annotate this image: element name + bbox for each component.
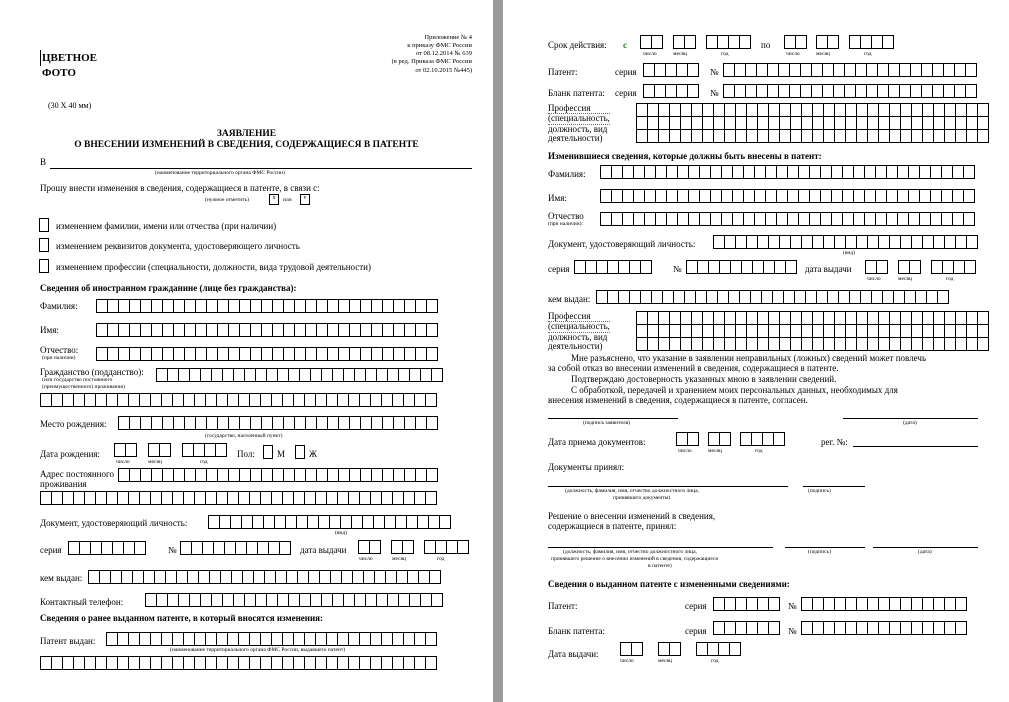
sex-female-label: Ж (309, 449, 318, 459)
phone-label: Контактный телефон: (40, 597, 124, 607)
authority-line[interactable] (50, 168, 472, 169)
new-issued-by-cells[interactable] (596, 290, 948, 304)
receipt-month-cells[interactable] (708, 432, 730, 446)
birth-day-caption: число (116, 459, 130, 465)
issued-patent-label: Патент: (548, 601, 578, 611)
photo-label-line2: ФОТО (42, 67, 76, 79)
form-page-2 (503, 0, 1009, 702)
blank-label: Бланк патента: (548, 88, 605, 98)
profession-line4: деятельности) (548, 133, 603, 144)
to-month-caption: месяц (816, 51, 830, 57)
blank-series-cells[interactable] (643, 84, 698, 98)
new-id-doc-kind: (вид) (843, 250, 856, 256)
sex-label: Пол: (237, 449, 255, 459)
mark-x-box: x (269, 194, 279, 205)
new-issue-day-cells[interactable] (865, 260, 887, 274)
consent-line2: внесения изменений в сведения, содержащиеся в патенте, согласен. (548, 395, 808, 405)
notice-line1: Мне разъяснено, что указание в заявлении неправильных (ложных) сведений может повлечь (571, 353, 927, 363)
accepted-official-caption-1: (должность, фамилия, имя, отчество должностного лица, (565, 488, 699, 494)
birth-year-cells[interactable] (182, 443, 226, 457)
id-doc-cells[interactable] (208, 515, 450, 529)
birthdate-label: Дата рождения: (40, 449, 101, 459)
receipt-year-cells[interactable] (740, 432, 784, 446)
birth-day-cells[interactable] (114, 443, 136, 457)
changed-section-title: Изменившиеся сведения, которые должны быть внесены в патент: (548, 151, 822, 161)
issued-blank-number-label: № (788, 626, 797, 636)
patronymic-note: (при наличии) (42, 355, 76, 361)
receipt-day-cells[interactable] (676, 432, 698, 446)
new-profession-line4: деятельности) (548, 341, 603, 352)
appendix-header (340, 34, 472, 75)
option-1-checkbox[interactable] (39, 218, 49, 232)
patent-label: Патент: (548, 67, 578, 77)
to-label: В (40, 157, 47, 167)
citizenship-note-2: (преимущественного) проживания) (42, 384, 125, 390)
issued-year-cells[interactable] (696, 642, 740, 656)
reg-number-line[interactable] (853, 446, 978, 447)
name-cells[interactable] (96, 323, 437, 337)
mark-or: или (283, 197, 292, 203)
issued-date-label: Дата выдачи: (548, 649, 599, 659)
new-profession-line2: (специальность, (548, 321, 610, 332)
decision-label-2: содержащиеся в патенте, принял: (548, 521, 677, 531)
option-2-checkbox[interactable] (39, 238, 49, 252)
receipt-month-caption: месяц (708, 448, 722, 454)
applicant-signature-caption: (подпись заявителя) (583, 420, 631, 426)
birthplace-label: Место рождения: (40, 419, 107, 429)
surname-label: Фамилия: (40, 301, 78, 311)
new-issue-month-caption: месяц (898, 276, 912, 282)
issued-patent-series-label: серия (685, 601, 707, 611)
applicant-date-caption: (дата) (903, 420, 917, 426)
header-line5: от 02.10.2015 №445) (415, 66, 472, 74)
series-label: серия (40, 545, 62, 555)
blank-number-cells[interactable] (723, 84, 976, 98)
profession-cells-row1[interactable] (636, 103, 988, 117)
consent-line1: С обработкой, передачей и хранением моих персональных данных, необходимых для (571, 385, 898, 395)
new-surname-cells[interactable] (600, 165, 974, 179)
new-profession-cells-row3[interactable] (636, 337, 988, 351)
applicant-signature-line[interactable] (548, 418, 678, 419)
accepted-signature-caption: (подпись) (808, 488, 831, 494)
mark-v-box: v (300, 194, 310, 205)
number-cells[interactable] (180, 541, 290, 555)
validity-from: с (623, 40, 627, 50)
address-cells-row2[interactable] (40, 491, 436, 505)
decision-caption-2: принявшего решение о внесении изменений в сведения, содержащиеся (551, 556, 718, 562)
phone-cells[interactable] (145, 593, 442, 607)
new-name-cells[interactable] (600, 189, 974, 203)
patent-number-cells[interactable] (723, 63, 976, 77)
series-cells[interactable] (68, 541, 145, 555)
option-1-label: изменением фамилии, имени или отчества (при наличии) (56, 221, 277, 231)
from-month-cells[interactable] (673, 35, 695, 49)
decision-signature-line[interactable] (785, 547, 865, 548)
issue-year-caption: год (437, 556, 445, 562)
profession-line2: (специальность, (548, 113, 610, 124)
citizenship-note-1: (или государство постоянного (42, 377, 113, 383)
birth-month-cells[interactable] (148, 443, 170, 457)
issued-by-cells[interactable] (88, 570, 440, 584)
id-doc-kind: (вид) (335, 530, 348, 536)
new-issue-month-cells[interactable] (898, 260, 920, 274)
surname-cells[interactable] (96, 299, 437, 313)
new-number-cells[interactable] (686, 260, 796, 274)
validity-to: по (761, 40, 771, 50)
header-line1: Приложение № 4 (424, 34, 472, 41)
from-year-cells[interactable] (706, 35, 750, 49)
to-year-caption: год (864, 51, 872, 57)
prev-patent-title: Сведения о ранее выданном патенте, в который вносятся изменения: (40, 613, 324, 623)
patronymic-label: Отчество: (40, 345, 79, 355)
new-issued-by-label: кем выдан: (548, 294, 591, 304)
name-label: Имя: (40, 325, 59, 335)
from-day-cells[interactable] (640, 35, 662, 49)
patent-number-label: № (710, 67, 719, 77)
new-profession-label (548, 312, 610, 352)
sex-male-label: М (277, 449, 286, 459)
form-page-1 (0, 0, 493, 702)
to-day-caption: число (786, 51, 800, 57)
authority-caption: (наименование территориального органа ФМС России) (155, 170, 285, 176)
new-issue-date-label: дата выдачи (805, 264, 852, 274)
issued-patent-number-label: № (788, 601, 797, 611)
new-series-cells[interactable] (574, 260, 651, 274)
new-profession-cells-row1[interactable] (636, 311, 988, 325)
issue-month-caption: месяц (392, 556, 406, 562)
birthplace-caption: (государство, населенный пункт) (205, 433, 283, 439)
issued-day-cells[interactable] (620, 642, 642, 656)
citizenship-label: Гражданство (подданство): (40, 367, 144, 377)
profession-cells-row2[interactable] (636, 116, 988, 130)
profession-label (548, 104, 610, 144)
to-year-cells[interactable] (849, 35, 893, 49)
new-number-label: № (673, 264, 682, 274)
issued-blank-series-cells[interactable] (713, 621, 779, 635)
accepted-official-line[interactable] (548, 486, 788, 487)
issued-patent-number-cells[interactable] (801, 597, 966, 611)
sex-male-checkbox[interactable] (263, 445, 273, 459)
patent-issued-cells[interactable] (106, 632, 436, 646)
blank-series-label: серия (615, 88, 637, 98)
sex-female-checkbox[interactable] (295, 445, 305, 459)
new-issue-year-caption: год (946, 276, 954, 282)
from-month-caption: месяц (673, 51, 687, 57)
issued-month-caption: месяц (658, 658, 672, 664)
citizenship-cells[interactable] (156, 368, 442, 382)
new-profession-cells-row2[interactable] (636, 324, 988, 338)
header-line4: (в ред. Приказа ФМС России (391, 58, 472, 66)
profession-cells-row3[interactable] (636, 129, 988, 143)
new-series-label: серия (548, 264, 570, 274)
issue-date-label: дата выдачи (300, 545, 347, 555)
profession-line1: Профессия (548, 104, 610, 114)
patent-issued-caption: (наименование территориального органа ФМС России, выдавшего патент) (170, 647, 346, 653)
decision-label-1: Решение о внесении изменений в сведения, (548, 511, 716, 521)
new-patronymic-label: Отчество (548, 211, 584, 221)
option-3-label: изменением профессии (специальности, должности, вида трудовой деятельности) (56, 262, 371, 272)
to-month-cells[interactable] (816, 35, 838, 49)
to-day-cells[interactable] (784, 35, 806, 49)
patent-issued-cells-row2[interactable] (40, 656, 436, 670)
new-patronymic-note: (при наличии): (548, 221, 583, 227)
patent-series-cells[interactable] (643, 63, 698, 77)
patent-issued-label: Патент выдан: (40, 636, 96, 646)
option-2-label: изменением реквизитов документа, удостоверяющего личность (56, 241, 300, 251)
new-id-doc-label: Документ, удостоверяющий личность: (548, 239, 696, 249)
request-text: Прошу внести изменения в сведения, содержащиеся в патенте, в связи с: (40, 183, 320, 193)
photo-placeholder (40, 50, 115, 122)
receipt-date-label: Дата приема документов: (548, 437, 646, 447)
issue-month-cells[interactable] (391, 540, 413, 554)
issued-section-title: Сведения о выданном патенте с измененными сведениями: (548, 579, 790, 589)
patronymic-cells[interactable] (96, 347, 437, 361)
foreigner-section-title: Сведения об иностранном гражданине (лице без гражданства): (40, 283, 297, 293)
issued-blank-series-label: серия (685, 626, 707, 636)
decision-date-caption: (дата) (918, 549, 932, 555)
issue-year-cells[interactable] (424, 540, 468, 554)
birth-year-caption: год (200, 459, 208, 465)
issued-day-caption: число (620, 658, 634, 664)
accepted-label: Документы принял: (548, 462, 625, 472)
receipt-day-caption: число (678, 448, 692, 454)
blank-number-label: № (710, 88, 719, 98)
issue-day-caption: число (359, 556, 373, 562)
new-issue-year-cells[interactable] (931, 260, 975, 274)
new-profession-line3: должность, вид (548, 331, 608, 342)
profession-line3: должность, вид (548, 123, 608, 134)
address-label-1: Адрес постоянного (40, 469, 114, 479)
from-day-caption: число (643, 51, 657, 57)
accepted-official-caption-2: принявшего документы) (613, 495, 671, 501)
header-line3: от 08.12.2014 № 639 (415, 50, 472, 58)
issued-by-label: кем выдан: (40, 573, 83, 583)
decision-caption-3: в патенте) (648, 563, 672, 569)
header-line2: к приказу ФМС России (407, 42, 472, 50)
new-id-doc-cells[interactable] (713, 235, 977, 249)
new-patronymic-cells[interactable] (600, 212, 974, 226)
from-year-caption: год (721, 51, 729, 57)
issued-blank-number-cells[interactable] (801, 621, 966, 635)
confirm-text: Подтверждаю достоверность указанных мною в заявлении сведений. (571, 374, 837, 384)
address-cells[interactable] (118, 468, 437, 482)
form-subtitle: О ВНЕСЕНИИ ИЗМЕНЕНИЙ В СВЕДЕНИЯ, СОДЕРЖАЩИЕСЯ В ПАТЕНТЕ (74, 140, 419, 150)
new-issue-day-caption: число (867, 276, 881, 282)
notice-line2: за собой отказ во внесении изменений в сведения, содержащиеся в патенте. (548, 363, 839, 373)
applicant-date-line[interactable] (843, 418, 978, 419)
issued-year-caption: год (711, 658, 719, 664)
new-surname-label: Фамилия: (548, 169, 586, 179)
form-title: ЗАЯВЛЕНИЕ (216, 129, 277, 139)
birthplace-cells[interactable] (118, 416, 437, 430)
validity-label: Срок действия: (548, 40, 607, 50)
accepted-signature-line[interactable] (803, 486, 865, 487)
id-doc-label: Документ, удостоверяющий личность: (40, 518, 188, 528)
citizenship-cells-row2[interactable] (40, 393, 436, 407)
option-3-checkbox[interactable] (39, 259, 49, 273)
receipt-year-caption: год (755, 448, 763, 454)
reg-number-label: рег. №: (821, 437, 848, 447)
mark-hint: (нужное отметить) (205, 197, 249, 203)
decision-official-line[interactable] (548, 547, 773, 548)
photo-label-line1: ЦВЕТНОЕ (42, 52, 98, 64)
patent-series-label: серия (615, 67, 637, 77)
photo-size: (30 Х 40 мм) (48, 101, 92, 110)
number-label: № (168, 545, 177, 555)
issued-month-cells[interactable] (658, 642, 680, 656)
decision-date-line[interactable] (873, 547, 978, 548)
birth-month-caption: месяц (148, 459, 162, 465)
issued-blank-label: Бланк патента: (548, 626, 605, 636)
issued-patent-series-cells[interactable] (713, 597, 779, 611)
decision-caption-1: (должность, фамилия, имя, отчество должностного лица, (563, 549, 697, 555)
new-profession-line1: Профессия (548, 312, 610, 322)
issue-day-cells[interactable] (358, 540, 380, 554)
new-name-label: Имя: (548, 193, 567, 203)
address-label-2: проживания (40, 479, 87, 489)
decision-signature-caption: (подпись) (808, 549, 831, 555)
